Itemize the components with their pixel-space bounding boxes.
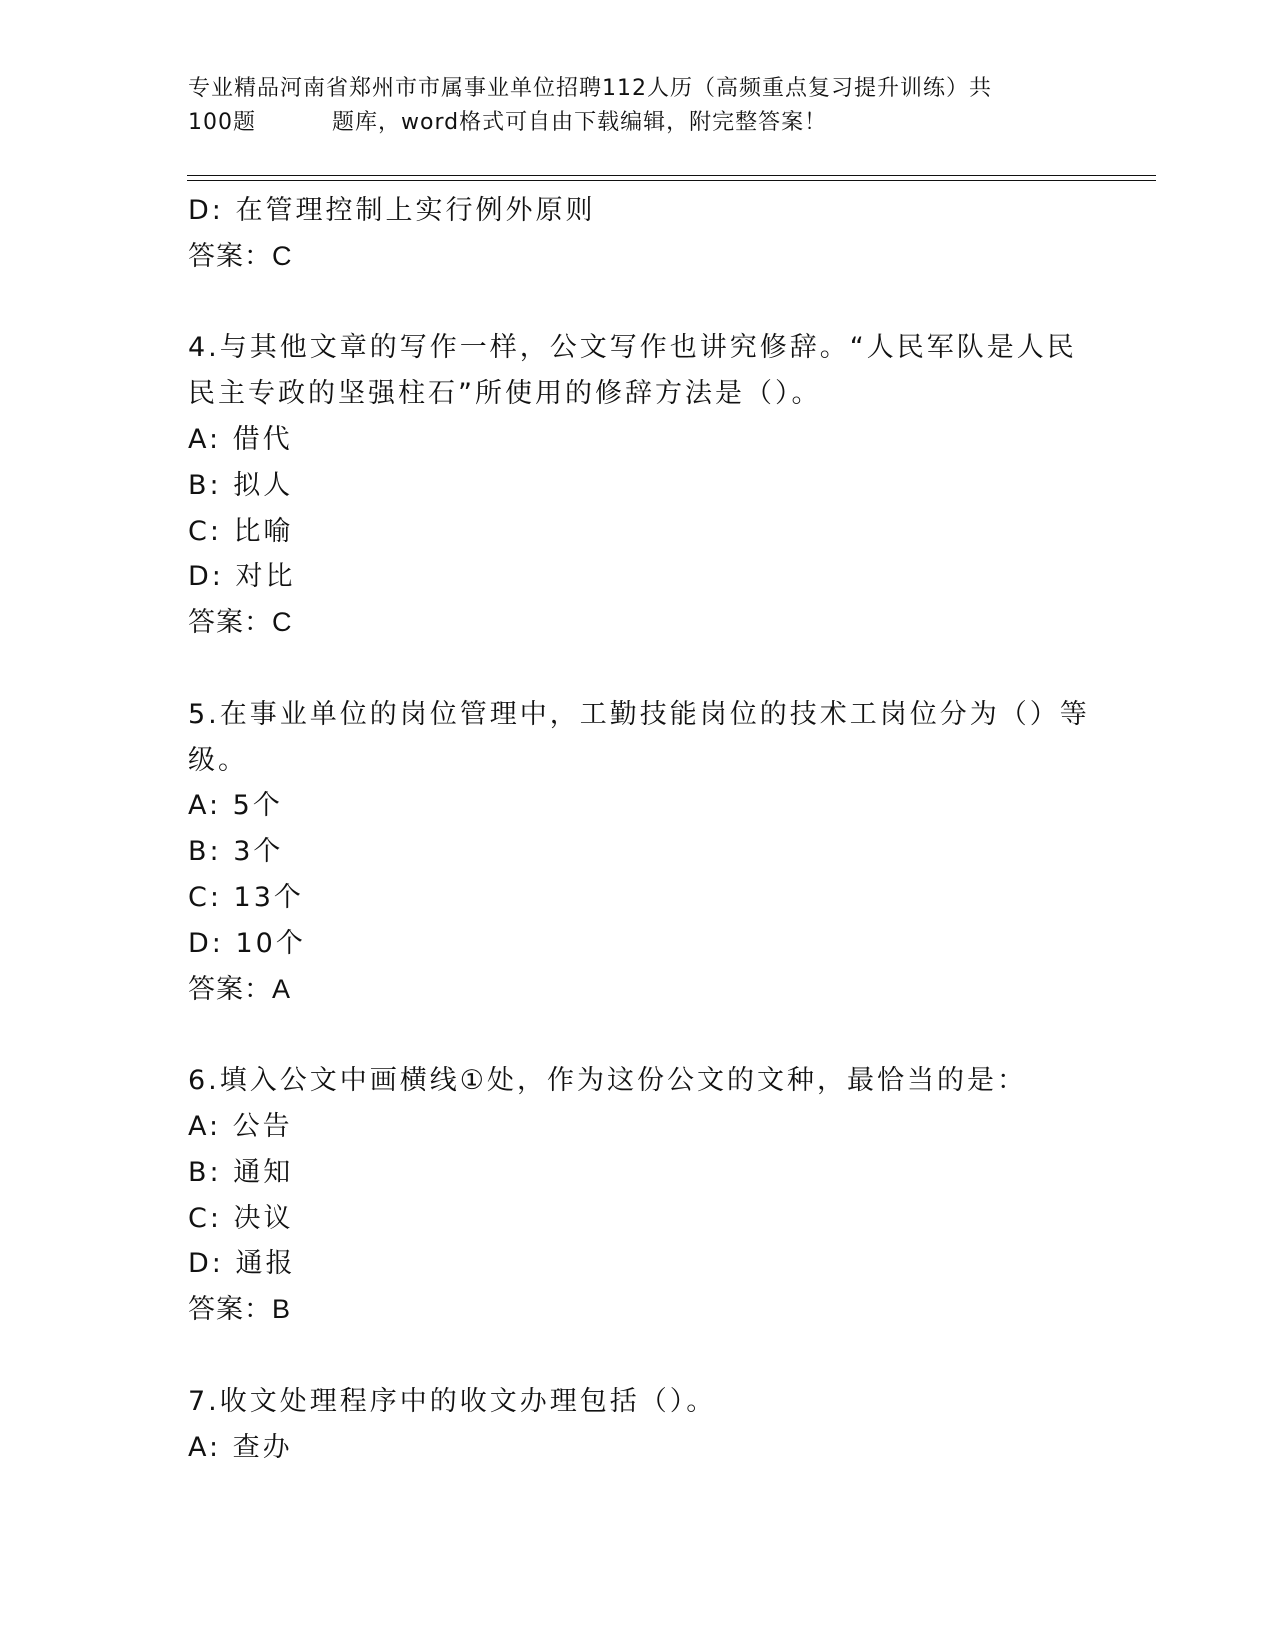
answer-line: 答案：C — [188, 607, 293, 638]
page-header — [188, 72, 1068, 140]
header-line-2-count: 100题 — [188, 110, 256, 135]
header-rule-bottom — [187, 180, 1156, 181]
option-line: D: 在管理控制上实行例外原则 — [188, 195, 596, 226]
header-line-2-text: 题库，word格式可自由下载编辑，附完整答案！ — [332, 110, 828, 135]
option-line: C: 13个 — [188, 881, 304, 913]
option-line: A: 公告 — [188, 1110, 293, 1142]
question-4-line-2: 民主专政的坚强柱石”所使用的修辞方法是（）。 — [188, 378, 822, 410]
blank-line — [188, 280, 1068, 326]
header-line-2 — [188, 106, 1068, 140]
option-line: B: 拟人 — [188, 469, 294, 501]
option-line: D: 对比 — [188, 561, 296, 593]
option-line: A: 5个 — [188, 790, 283, 822]
header-line-1: 专业精品河南省郑州市市属事业单位招聘112人历（高频重点复习提升训练）共 — [188, 76, 992, 101]
question-6-line-1: 6.填入公文中画横线①处，作为这份公文的文种，最恰当的是： — [188, 1065, 1027, 1097]
answer-line: 答案：C — [188, 240, 293, 271]
question-7-line-1: 7.收文处理程序中的收文办理包括（）。 — [188, 1385, 717, 1417]
option-line: C: 决议 — [188, 1202, 294, 1234]
question-5-line-1: 5.在事业单位的岗位管理中，工勤技能岗位的技术工岗位分为（）等 — [188, 698, 1090, 730]
blank-line — [188, 646, 1068, 692]
header-rule-top — [187, 175, 1156, 176]
option-line: C: 比喻 — [188, 515, 294, 547]
option-line: A: 查办 — [188, 1431, 293, 1463]
document-body — [188, 188, 1090, 1470]
option-line: B: 通知 — [188, 1156, 294, 1188]
option-line: D: 通报 — [188, 1248, 296, 1280]
answer-line: 答案：B — [188, 1294, 292, 1325]
blank-line — [188, 1012, 1068, 1058]
blank-line — [188, 1333, 1068, 1379]
option-line: D: 10个 — [188, 927, 306, 959]
question-5-line-2: 级。 — [188, 744, 248, 776]
option-line: A: 借代 — [188, 423, 293, 455]
answer-line: 答案：A — [188, 973, 292, 1004]
option-line: B: 3个 — [188, 836, 284, 868]
question-4-line-1: 4.与其他文章的写作一样，公文写作也讲究修辞。“人民军队是人民 — [188, 332, 1077, 364]
